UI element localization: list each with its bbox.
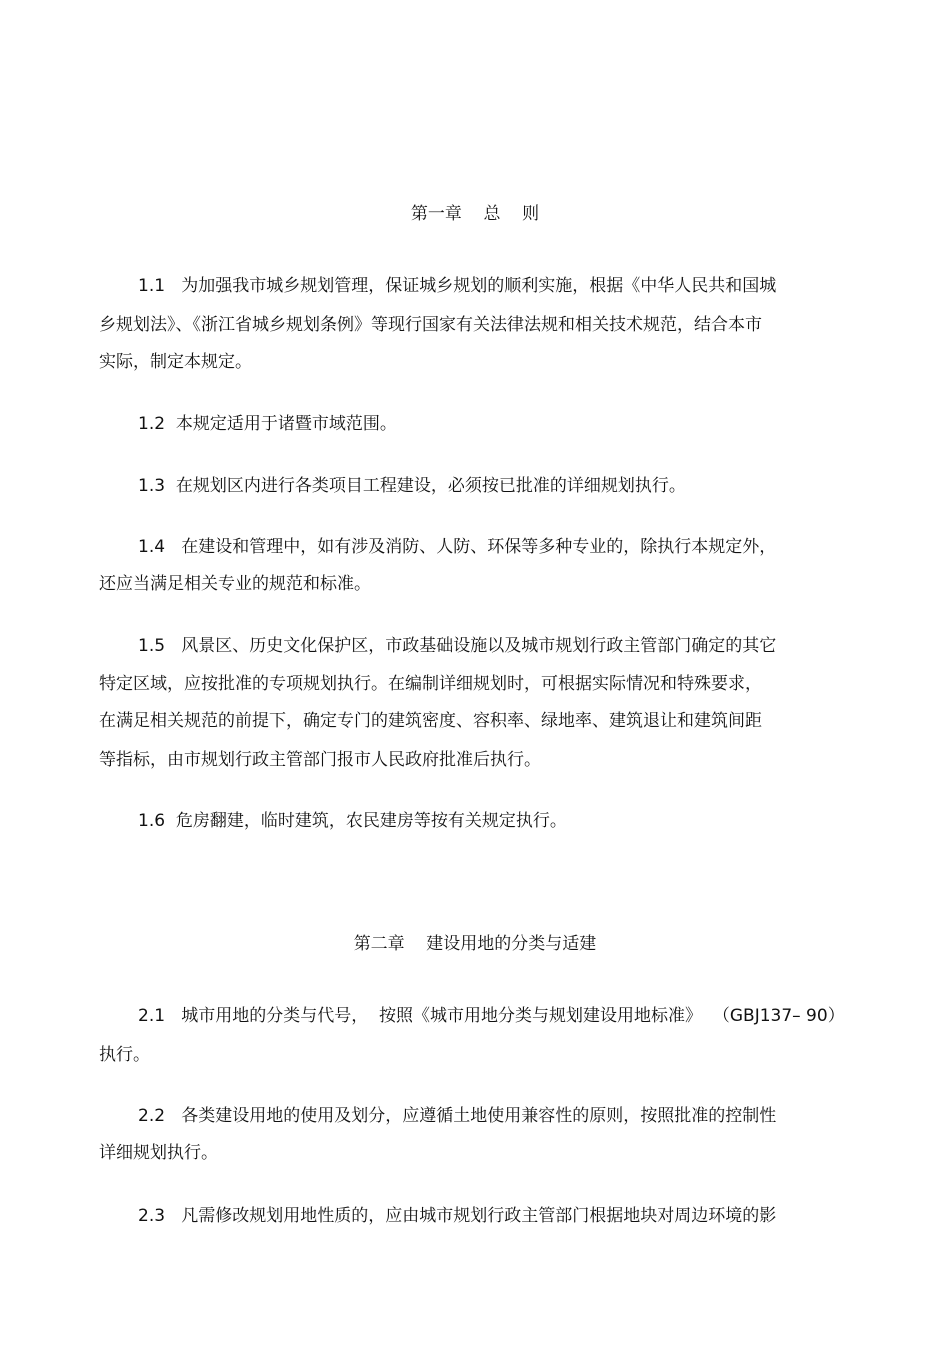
paragraph-line: 2.2 各类建设用地的使用及划分，应遵循土地使用兼容性的原则，按照批准的控制性 [138, 1106, 777, 1126]
paragraph-line: 1.3 在规划区内进行各类项目工程建设，必须按已批准的详细规划执行。 [138, 476, 686, 496]
paragraph-line: 1.2 本规定适用于诸暨市域范围。 [138, 414, 397, 434]
paragraph-line: 1.4 在建设和管理中，如有涉及消防、人防、环保等多种专业的，除执行本规定外， [138, 537, 777, 557]
paragraph-line: 特定区域，应按批准的专项规划执行。在编制详细规划时，可根据实际情况和特殊要求， [99, 674, 762, 694]
paragraph-line: 1.5 风景区、历史文化保护区，市政基础设施以及城市规划行政主管部门确定的其它 [138, 636, 777, 656]
paragraph-line: 2.1 城市用地的分类与代号， 按照《城市用地分类与规划建设用地标准》 （GBJ137– 90） [138, 1006, 845, 1026]
paragraph-line: 乡规划法》、《浙江省城乡规划条例》等现行国家有关法律法规和相关技术规范，结合本市 [99, 315, 762, 335]
paragraph-line: 执行。 [99, 1045, 150, 1065]
paragraph-line: 实际，制定本规定。 [99, 352, 252, 372]
paragraph-line: 1.6 危房翻建，临时建筑，农民建房等按有关规定执行。 [138, 811, 567, 831]
paragraph-line: 还应当满足相关专业的规范和标准。 [99, 574, 371, 594]
paragraph-line: 1.1 为加强我市城乡规划管理，保证城乡规划的顺利实施，根据《中华人民共和国城 [138, 276, 777, 296]
paragraph-line: 在满足相关规范的前提下，确定专门的建筑密度、容积率、绿地率、建筑退让和建筑间距 [99, 711, 762, 731]
paragraph-line: 2.3 凡需修改规划用地性质的，应由城市规划行政主管部门根据地块对周边环境的影 [138, 1206, 777, 1226]
paragraph-line: 等指标，由市规划行政主管部门报市人民政府批准后执行。 [99, 750, 541, 770]
chapter-1-heading: 第一章 总 则 [410, 204, 540, 224]
chapter-2-heading: 第二章 建设用地的分类与适建 [353, 934, 597, 954]
paragraph-line: 详细规划执行。 [99, 1143, 218, 1163]
